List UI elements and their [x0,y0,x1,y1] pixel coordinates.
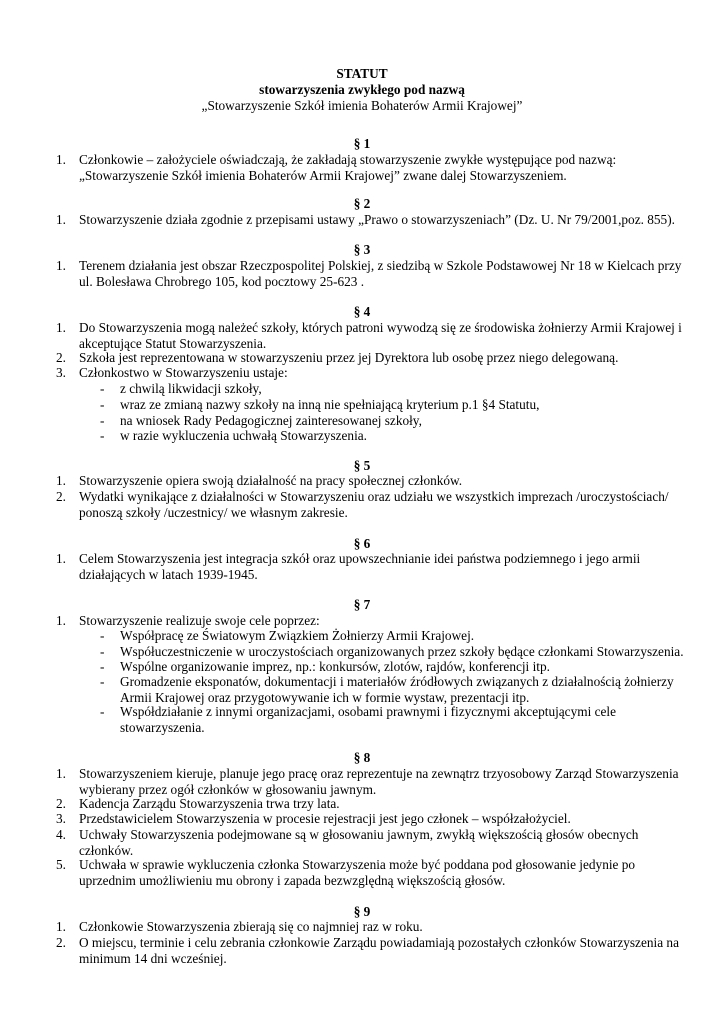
item-text-line: Kadencja Zarządu Stowarzyszenia trwa trzy lata. [79,796,340,811]
item-number: 1. [56,152,66,167]
item-text-line: Do Stowarzyszenia mogą należeć szkoły, których patroni wywodzą się ze środowiska żołnierzy Armii Krajowej i [79,320,682,335]
item-text-line: ponoszą szkoły /uczestnicy/ we własnym zakresie. [79,505,348,520]
dash-bullet: - [100,381,105,396]
dash-bullet: - [100,644,105,659]
dash-text: na wniosek Rady Pedagogicznej zainteresowanej szkoły, [120,413,422,428]
document-subtitle: stowarzyszenia zwykłego pod nazwą [259,82,465,97]
item-number: 1. [56,551,66,566]
dash-text: Współuczestniczenie w uroczystościach organizowanych przez szkoły będące członkami Stowarzyszenia. [120,644,684,659]
item-text-line: Szkoła jest reprezentowana w stowarzyszeniu przez jej Dyrektora lub osobę przez niego delegowaną. [79,350,619,365]
item-number: 1. [56,320,66,335]
section-heading-3: § 3 [353,242,371,257]
dash-text: Współpracę ze Światowym Związkiem Żołnierzy Armii Krajowej. [120,628,475,643]
item-number: 2. [56,489,66,504]
item-text-line: minimum 14 dni wcześniej. [79,951,227,966]
dash-text: w razie wykluczenia uchwałą Stowarzyszenia. [120,428,367,443]
item-text-line: wybierany przez ogół członków w głosowaniu jawnym. [79,782,377,797]
section-heading-4: § 4 [353,304,371,319]
item-number: 1. [56,473,66,488]
dash-text: Wspólne organizowanie imprez, np.: konkursów, zlotów, rajdów, konferencji itp. [120,659,550,674]
item-text-line: O miejscu, terminie i celu zebrania członkowie Zarządu powiadamiają pozostałych członków Stowarzyszenia na [79,935,679,950]
item-text-line: Uchwała w sprawie wykluczenia członka Stowarzyszenia może być poddana pod głosowanie jedynie po [79,857,636,872]
item-text-line: Stowarzyszenie działa zgodnie z przepisami ustawy „Prawo o stowarzyszeniach” (Dz. U. Nr 79/2001,poz. 855). [79,212,675,227]
item-number: 2. [56,796,66,811]
item-text-line: Uchwały Stowarzyszenia podejmowane są w głosowaniu jawnym, zwykłą większością głosów obecnych [79,827,639,842]
item-text-line: ul. Bolesława Chrobrego 105, kod pocztowy 25-623 . [79,274,365,289]
item-text-line: „Stowarzyszenie Szkół imienia Bohaterów Armii Krajowej” zwane dalej Stowarzyszeniem. [79,168,567,183]
dash-text: z chwilą likwidacji szkoły, [120,381,262,396]
item-number: 1. [56,613,66,628]
section-heading-5: § 5 [353,458,371,473]
item-text-line: Stowarzyszenie opiera swoją działalność na pracy społecznej członków. [79,473,463,488]
item-number: 3. [56,811,66,826]
document-title: STATUT [336,66,388,81]
dash-bullet: - [100,413,105,428]
dash-bullet: - [100,628,105,643]
dash-text-line: Gromadzenie eksponatów, dokumentacji i materiałów źródłowych związanych z działalnością żołnierzy [120,674,674,689]
item-text-line: Przedstawicielem Stowarzyszenia w procesie rejestracji jest jego członek – współzałożyciel. [79,811,571,826]
item-text-line: Członkostwo w Stowarzyszeniu ustaje: [79,365,288,380]
dash-bullet: - [100,659,105,674]
section-heading-1: § 1 [353,136,371,151]
item-text-line: Terenem działania jest obszar Rzeczpospolitej Polskiej, z siedzibą w Szkole Podstawowej Nr 18 w Kielcach przy [79,258,682,273]
item-number: 1. [56,258,66,273]
item-number: 1. [56,212,66,227]
item-text-line: uprzednim umożliwieniu mu obrony i zapada bezwzględną większością głosów. [79,873,506,888]
item-number: 2. [56,935,66,950]
item-text-line: Stowarzyszenie realizuje swoje cele poprzez: [79,613,320,628]
dash-bullet: - [100,397,105,412]
dash-bullet: - [100,674,105,689]
section-heading-8: § 8 [353,750,371,765]
item-number: 1. [56,766,66,781]
dash-text-line: stowarzyszenia. [120,720,205,735]
section-heading-6: § 6 [353,536,371,551]
item-number: 1. [56,919,66,934]
item-text-line: Członkowie – założyciele oświadczają, że zakładają stowarzyszenie zwykłe występujące pod nazwą: [79,152,617,167]
item-number: 4. [56,827,66,842]
section-heading-9: § 9 [353,904,371,919]
item-number: 2. [56,350,66,365]
item-text-line: Wydatki wynikające z działalności w Stowarzyszeniu oraz udziału we wszystkich imprezach /uroczystościach/ [79,489,669,504]
association-name: „Stowarzyszenie Szkół imienia Bohaterów Armii Krajowej” [201,98,523,113]
item-text-line: Członkowie Stowarzyszenia zbierają się co najmniej raz w roku. [79,919,423,934]
dash-bullet: - [100,428,105,443]
dash-bullet: - [100,704,105,719]
item-text-line: Stowarzyszeniem kieruje, planuje jego pracę oraz reprezentuje na zewnątrz trzyosobowy Zarząd Stowarzyszenia [79,766,679,781]
dash-text-line: Współdziałanie z innymi organizacjami, osobami prawnymi i fizycznymi akceptującymi cele [120,704,616,719]
item-number: 3. [56,365,66,380]
item-text-line: Celem Stowarzyszenia jest integracja szkół oraz upowszechnianie idei państwa podziemnego i jego armii [79,551,641,566]
item-text-line: akceptujące Statut Stowarzyszenia. [79,336,267,351]
item-text-line: działających w latach 1939-1945. [79,567,258,582]
dash-text-line: Armii Krajowej oraz przygotowywanie ich w formie wystaw, prezentacji itp. [120,690,530,705]
section-heading-2: § 2 [353,196,371,211]
item-number: 5. [56,857,66,872]
dash-text: wraz ze zmianą nazwy szkoły na inną nie spełniającą kryterium p.1 §4 Statutu, [120,397,540,412]
item-text-line: członków. [79,843,134,858]
section-heading-7: § 7 [353,597,371,612]
